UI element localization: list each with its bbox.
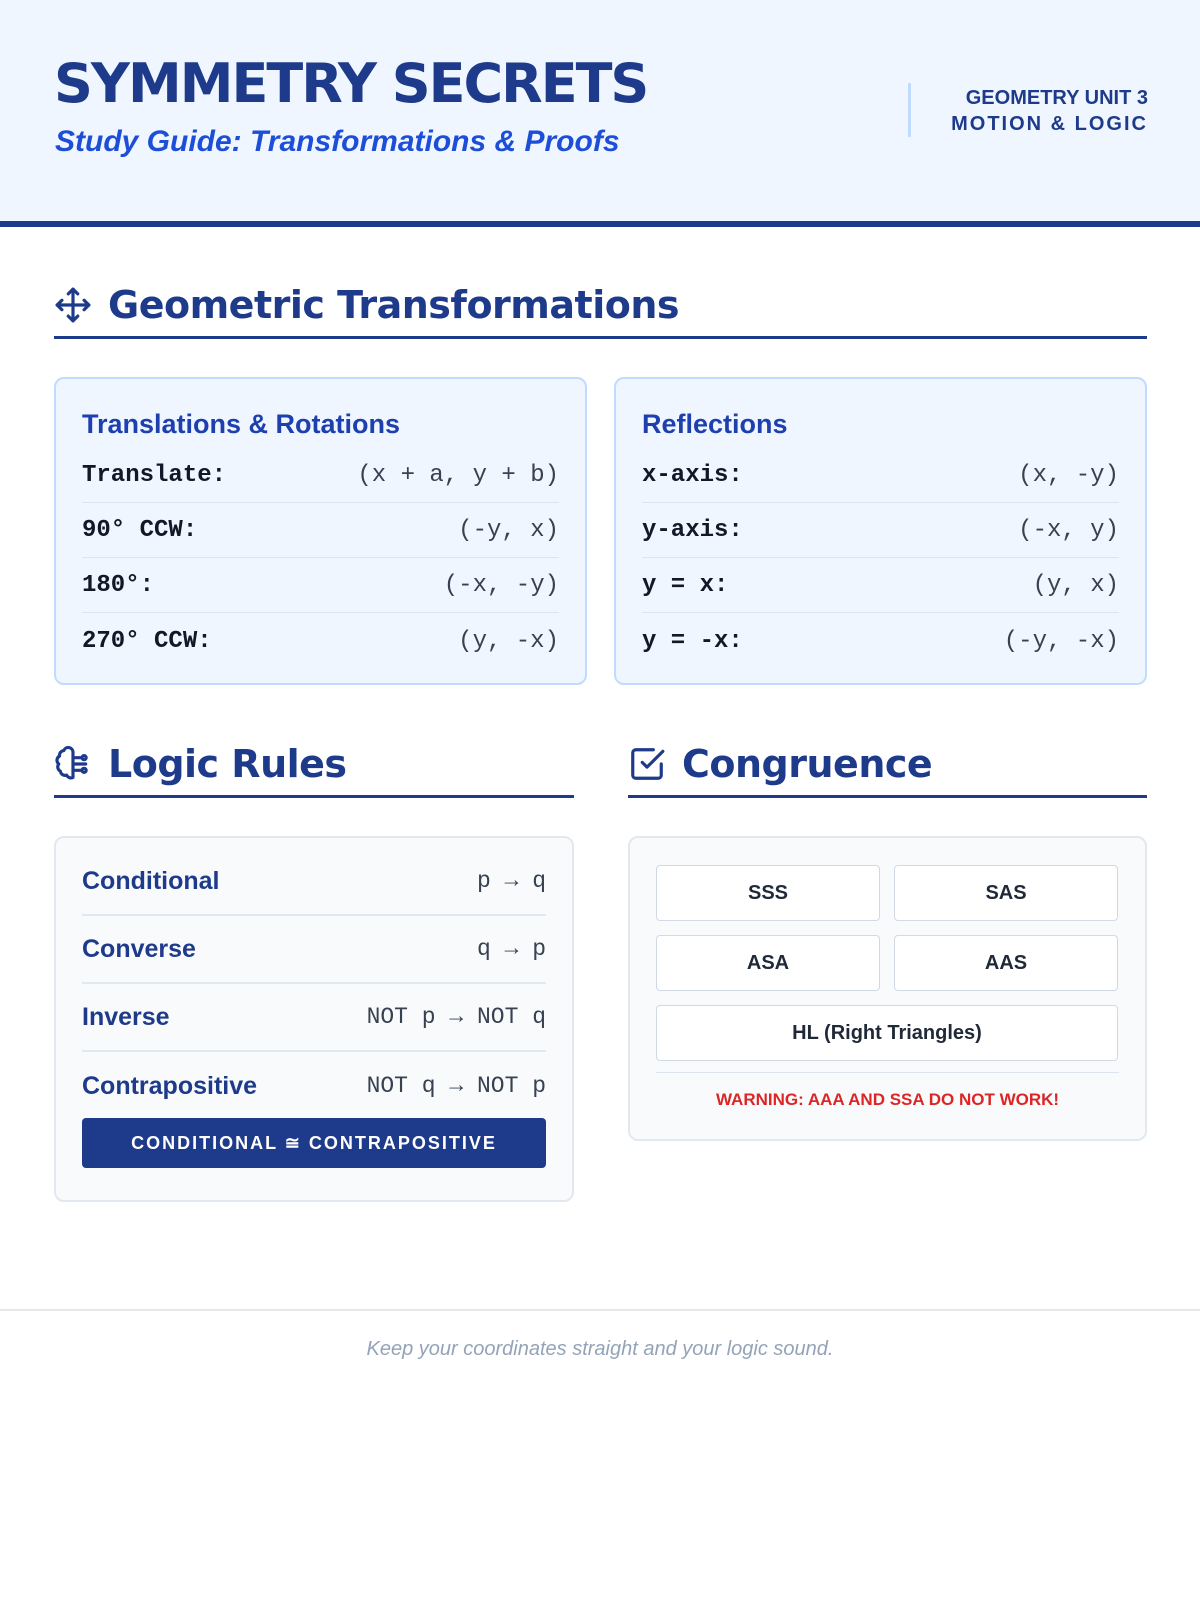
logic-section-header bbox=[54, 732, 574, 798]
logic-statement-expr: p → q bbox=[476, 868, 546, 894]
congruence-criterion-hl: HL (Right Triangles) bbox=[656, 1005, 1118, 1061]
logic-statement-name: Converse bbox=[82, 934, 196, 963]
logic-statement-name: Conditional bbox=[82, 866, 220, 895]
unit-label-line1: GEOMETRY UNIT 3 bbox=[965, 87, 1148, 109]
logic-statement-expr: NOT p → NOT q bbox=[366, 1004, 546, 1030]
rule-label: 90° CCW: bbox=[82, 517, 198, 544]
rule-row bbox=[642, 449, 1119, 503]
logic-statement-name: Contrapositive bbox=[82, 1071, 258, 1100]
logic-row bbox=[82, 984, 546, 1052]
rule-row bbox=[642, 614, 1119, 668]
rule-label: y = x: bbox=[642, 572, 729, 599]
logic-statement-name: Inverse bbox=[82, 1002, 170, 1031]
rule-label: y = -x: bbox=[642, 627, 743, 655]
logic-statement-expr: q → p bbox=[476, 936, 546, 962]
brain-icon bbox=[54, 745, 92, 783]
rule-value: (y, x) bbox=[1032, 572, 1119, 599]
rule-label: y-axis: bbox=[642, 517, 743, 544]
reflections-card-title: Reflections bbox=[642, 409, 788, 439]
rule-row bbox=[82, 449, 559, 503]
page-subtitle: Study Guide: Transformations & Proofs bbox=[55, 125, 620, 158]
rule-value: (-y, -x) bbox=[1003, 627, 1119, 655]
page-title: SYMMETRY SECRETS bbox=[54, 52, 648, 115]
rule-value: (-x, y) bbox=[1018, 517, 1119, 544]
logic-row bbox=[82, 1052, 546, 1120]
equivalence-banner: CONDITIONAL ≅ CONTRAPOSITIVE bbox=[82, 1118, 546, 1168]
logic-row bbox=[82, 916, 546, 984]
rule-label: Translate: bbox=[82, 462, 227, 489]
rule-row bbox=[642, 559, 1119, 613]
rule-row bbox=[642, 504, 1119, 558]
congruence-criterion-aas: AAS bbox=[894, 935, 1118, 991]
rule-row bbox=[82, 504, 559, 558]
congruence-card bbox=[628, 836, 1147, 1141]
congruence-section-title: Congruence bbox=[682, 741, 933, 786]
congruence-criterion-sss: SSS bbox=[656, 865, 880, 921]
transformations-section-header bbox=[54, 273, 1147, 339]
congruence-warning: WARNING: AAA AND SSA DO NOT WORK! bbox=[715, 1090, 1060, 1109]
rule-label: 270° CCW: bbox=[82, 627, 212, 655]
rule-value: (x, -y) bbox=[1018, 462, 1119, 489]
rule-label: 180°: bbox=[82, 572, 155, 599]
footer-text: Keep your coordinates straight and your logic sound. bbox=[366, 1338, 834, 1360]
rule-row bbox=[82, 559, 559, 613]
translations-card-title: Translations & Rotations bbox=[82, 409, 401, 439]
footer-divider bbox=[0, 1309, 1200, 1311]
logic-row bbox=[82, 848, 546, 916]
congruence-section-header bbox=[628, 732, 1147, 798]
transformations-section-title: Geometric Transformations bbox=[108, 282, 680, 327]
reflections-card bbox=[614, 377, 1147, 685]
unit-label bbox=[951, 85, 1148, 137]
congruence-criterion-asa: ASA bbox=[656, 935, 880, 991]
congruence-criterion-sas: SAS bbox=[894, 865, 1118, 921]
rule-label: x-axis: bbox=[642, 462, 743, 489]
translations-rotations-card bbox=[54, 377, 587, 685]
checkbox-icon bbox=[628, 745, 666, 783]
header-divider bbox=[908, 83, 911, 137]
rule-value: (y, -x) bbox=[458, 627, 559, 655]
unit-label-line2: MOTION & LOGIC bbox=[951, 113, 1148, 135]
logic-section-title: Logic Rules bbox=[108, 741, 347, 786]
page-header bbox=[0, 0, 1200, 227]
congruence-divider bbox=[656, 1072, 1119, 1073]
rule-value: (x + a, y + b) bbox=[357, 462, 559, 489]
move-arrows-icon bbox=[54, 286, 92, 324]
rule-row bbox=[82, 614, 559, 668]
logic-rules-card bbox=[54, 836, 574, 1202]
rule-value: (-y, x) bbox=[458, 517, 559, 544]
logic-statement-expr: NOT q → NOT p bbox=[366, 1073, 546, 1099]
rule-value: (-x, -y) bbox=[443, 572, 559, 599]
